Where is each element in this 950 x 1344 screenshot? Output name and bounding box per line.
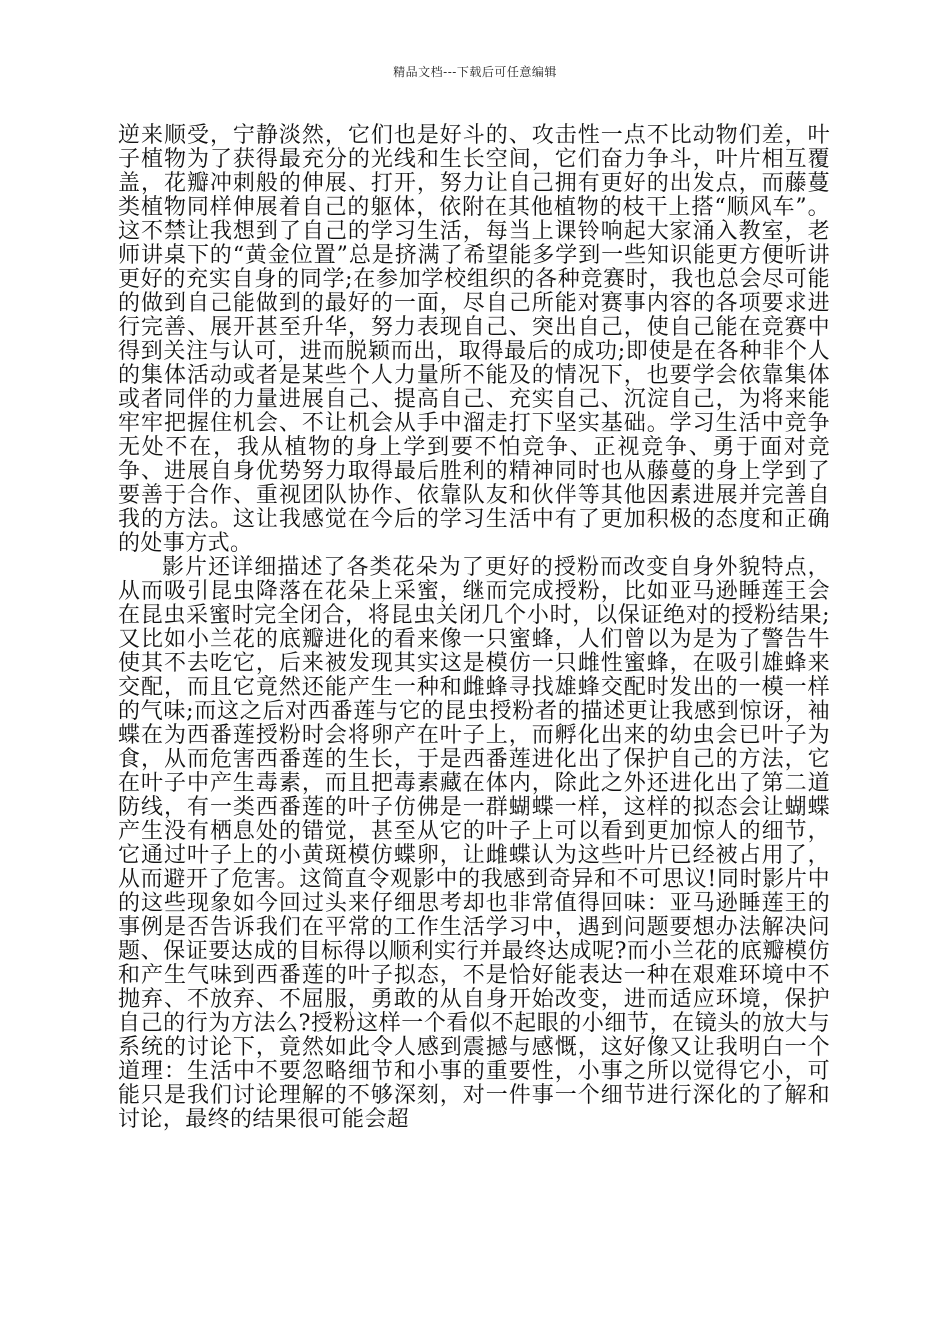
page-header: 精品文档---下载后可任意编辑 (393, 65, 557, 79)
paragraph-continuation: 逆来顺受，宁静淡然，它们也是好斗的、攻击性一点不比动物们差，叶子植物为了获得最充分的光线和生长空间，它们奋力争斗，叶片相互覆盖，花瓣冲刺般的伸展、打开，努力让自己拥有更好的出发点，而藤蔓类植物同样伸展着自己的躯体，依附在其他植物的枝干上搭“顺风车”。这不禁让我想到了自己的学习生活，每当上课铃响起大家涌入教室，老师讲桌下的“黄金位置”总是挤满了希望能多学到一些知识能更方便听讲更好的充实自身的同学;在参加学校组织的各种竞赛时，我也总会尽可能的做到自己能做到的最好的一面，尽自己所能对赛事内容的各项要求进行完善、展开甚至升华，努力表现自己、突出自己，使自己能在竞赛中得到关注与认可，进而脱颖而出，取得最后的成功;即使是在各种非个人的集体活动或者是某些个人力量所不能及的情况下，也要学会依靠集体或者同伴的力量进展自己、提高自己、充实自己、沉淀自己，为将来能牢牢把握住机会、不让机会从手中溜走打下坚实基础。学习生活中竞争无处不在，我从植物的身上学到要不怕竞争、正视竞争、勇于面对竞争、进展自身优势努力取得最后胜利的精神同时也从藤蔓的身上学到了要善于合作、重视团队协作、依靠队友和伙伴等其他因素进展并完善自我的方法。这让我感觉在今后的学习生活中有了更加积极的态度和正确的处事方式。 (118, 123, 830, 556)
document-body (118, 124, 830, 1132)
paragraph-film-description: 影片还详细描述了各类花朵为了更好的授粉而改变自身外貌特点，从而吸引昆虫降落在花朵上采蜜，继而完成授粉，比如亚马逊睡莲王会在昆虫采蜜时完全闭合，将昆虫关闭几个小时，以保证绝对的授粉结果;又比如小兰花的底瓣进化的看来像一只蜜蜂，人们曾以为是为了警告牛使其不去吃它，后来被发现其实这是模仿一只雌性蜜蜂，在吸引雄蜂来交配，而且它竟然还能产生一种和雌蜂寻找雄蜂交配时发出的一模一样的气味;而这之后对西番莲与它的昆虫授粉者的描述更让我感到惊讶，袖蝶在为西番莲授粉时会将卵产在叶子上，而孵化出来的幼虫会已叶子为食，从而危害西番莲的生长，于是西番莲进化出了保护自己的方法，它在叶子中产生毒素，而且把毒素藏在体内，除此之外还进化出了第二道防线，有一类西番莲的叶子仿佛是一群蝴蝶一样，这样的拟态会让蝴蝶产生没有栖息处的错觉，甚至从它的叶子上可以看到更加惊人的细节，它通过叶子上的小黄斑模仿蝶卵，让雌蝶认为这些叶片已经被占用了，从而避开了危害。这简直令观影中的我感到奇异和不可思议!同时影片中的这些现象如今回过头来仔细思考却也非常值得回味：亚马逊睡莲王的事例是否告诉我们在平常的工作生活学习中，遇到问题要想办法解决问题、保证要达成的目标得以顺利实行并最终达成呢?而小兰花的底瓣模仿和产生气味到西番莲的叶子拟态，不是恰好能表达一种在艰难环境中不抛弃、不放弃、不屈服，勇敢的从自身开始改变，进而适应环境，保护自己的行为方法么?授粉这样一个看似不起眼的小细节，在镜头的放大与系统的讨论下，竟然如此令人感到震撼与感慨，这好像又让我明白一个道理：生活中不要忽略细节和小事的重要性，小事之所以觉得它小，可能只是我们讨论理解的不够深刻，对一件事一个细节进行深化的了解和讨论，最终的结果很可能会超 (118, 555, 830, 1132)
